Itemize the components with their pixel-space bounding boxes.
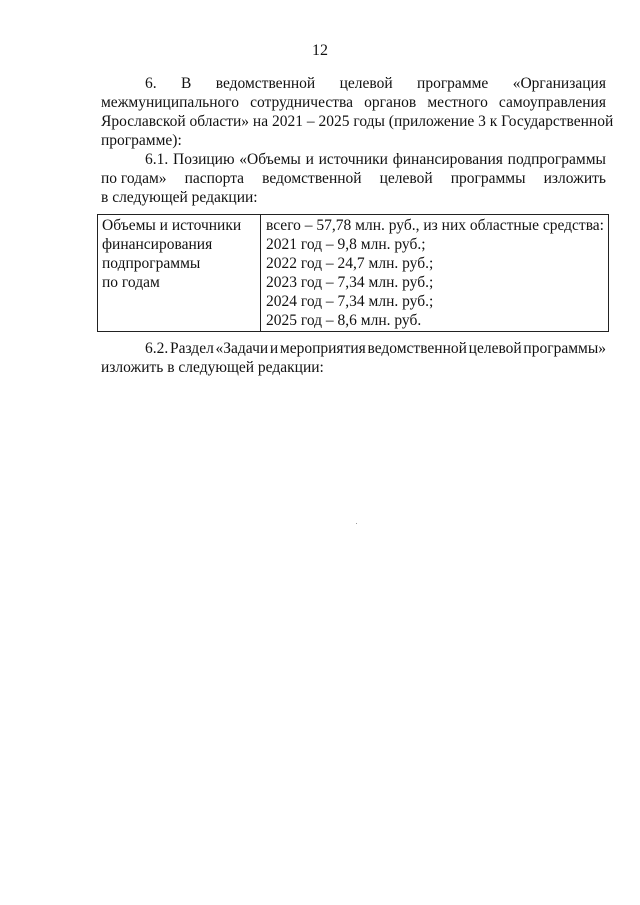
text-line: программе): bbox=[101, 132, 182, 149]
word: по годам» bbox=[101, 170, 167, 187]
table-value-line: 2021 год – 9,8 млн. руб.; bbox=[266, 236, 426, 253]
word: ведомственной bbox=[215, 75, 316, 92]
word: целевой bbox=[379, 170, 433, 187]
scan-speck bbox=[356, 523, 357, 524]
word: местного bbox=[427, 94, 488, 111]
page-number: 12 bbox=[312, 42, 328, 59]
word: межмуниципального bbox=[101, 94, 240, 111]
table-value-line: 2023 год – 7,34 млн. руб.; bbox=[266, 274, 434, 291]
word: «Объемы bbox=[239, 151, 301, 168]
word: подпрограммы bbox=[507, 151, 606, 168]
table-label-line: подпрограммы bbox=[102, 255, 201, 272]
word: и bbox=[305, 151, 314, 168]
word: ведомственной bbox=[262, 170, 362, 187]
word: мероприятия bbox=[279, 340, 366, 357]
table-row bbox=[98, 215, 609, 332]
word: 6.1. bbox=[145, 151, 169, 168]
table-value-line: 2025 год – 8,6 млн. руб. bbox=[266, 312, 422, 329]
financing-table bbox=[97, 214, 609, 332]
word: «Организация bbox=[512, 75, 606, 92]
word: целевой bbox=[339, 75, 393, 92]
word: источники bbox=[318, 151, 388, 168]
table-value-line: 2022 год – 24,7 млн. руб.; bbox=[266, 255, 434, 272]
word: и bbox=[269, 340, 279, 357]
table-label-line: Объемы и источники bbox=[102, 217, 242, 234]
word: целевой bbox=[468, 340, 522, 357]
text-line: изложить в следующей редакции: bbox=[101, 359, 324, 376]
text-line: в следующей редакции: bbox=[101, 189, 258, 206]
justified-line bbox=[101, 169, 606, 188]
word: В bbox=[181, 75, 192, 92]
justified-line bbox=[101, 339, 606, 358]
word: изложить bbox=[543, 170, 606, 187]
justified-line bbox=[101, 74, 606, 93]
word: программе bbox=[417, 75, 489, 92]
word: ведомственной bbox=[367, 340, 467, 357]
table-value-line: 2024 год – 7,34 млн. руб.; bbox=[266, 293, 434, 310]
word: органов bbox=[364, 94, 417, 111]
word: финансирования bbox=[392, 151, 503, 168]
word: программы bbox=[450, 170, 526, 187]
word: паспорта bbox=[184, 170, 245, 187]
word: программы» bbox=[523, 340, 606, 357]
table-label-line: финансирования bbox=[102, 236, 213, 253]
table-value-line: всего – 57,78 млн. руб., из них областные средства: bbox=[266, 217, 604, 234]
word: «Задачи bbox=[215, 340, 269, 357]
justified-line bbox=[101, 93, 606, 112]
paragraph-section-6-2 bbox=[101, 339, 606, 377]
word: 6.2. bbox=[145, 340, 169, 357]
text-line: Ярославской области» на 2021 – 2025 годы (приложение 3 к Государственной bbox=[101, 113, 614, 130]
word: Раздел bbox=[169, 340, 214, 357]
table-value-cell bbox=[261, 215, 609, 332]
table-label-line: по годам bbox=[102, 274, 160, 291]
paragraph-section-6-1 bbox=[101, 150, 606, 207]
word: 6. bbox=[145, 75, 157, 92]
word: самоуправления bbox=[498, 94, 606, 111]
justified-line bbox=[101, 150, 606, 169]
paragraph-section-6 bbox=[101, 74, 614, 150]
word: сотрудничества bbox=[250, 94, 354, 111]
word: Позицию bbox=[173, 151, 235, 168]
table-label-cell bbox=[98, 215, 261, 332]
